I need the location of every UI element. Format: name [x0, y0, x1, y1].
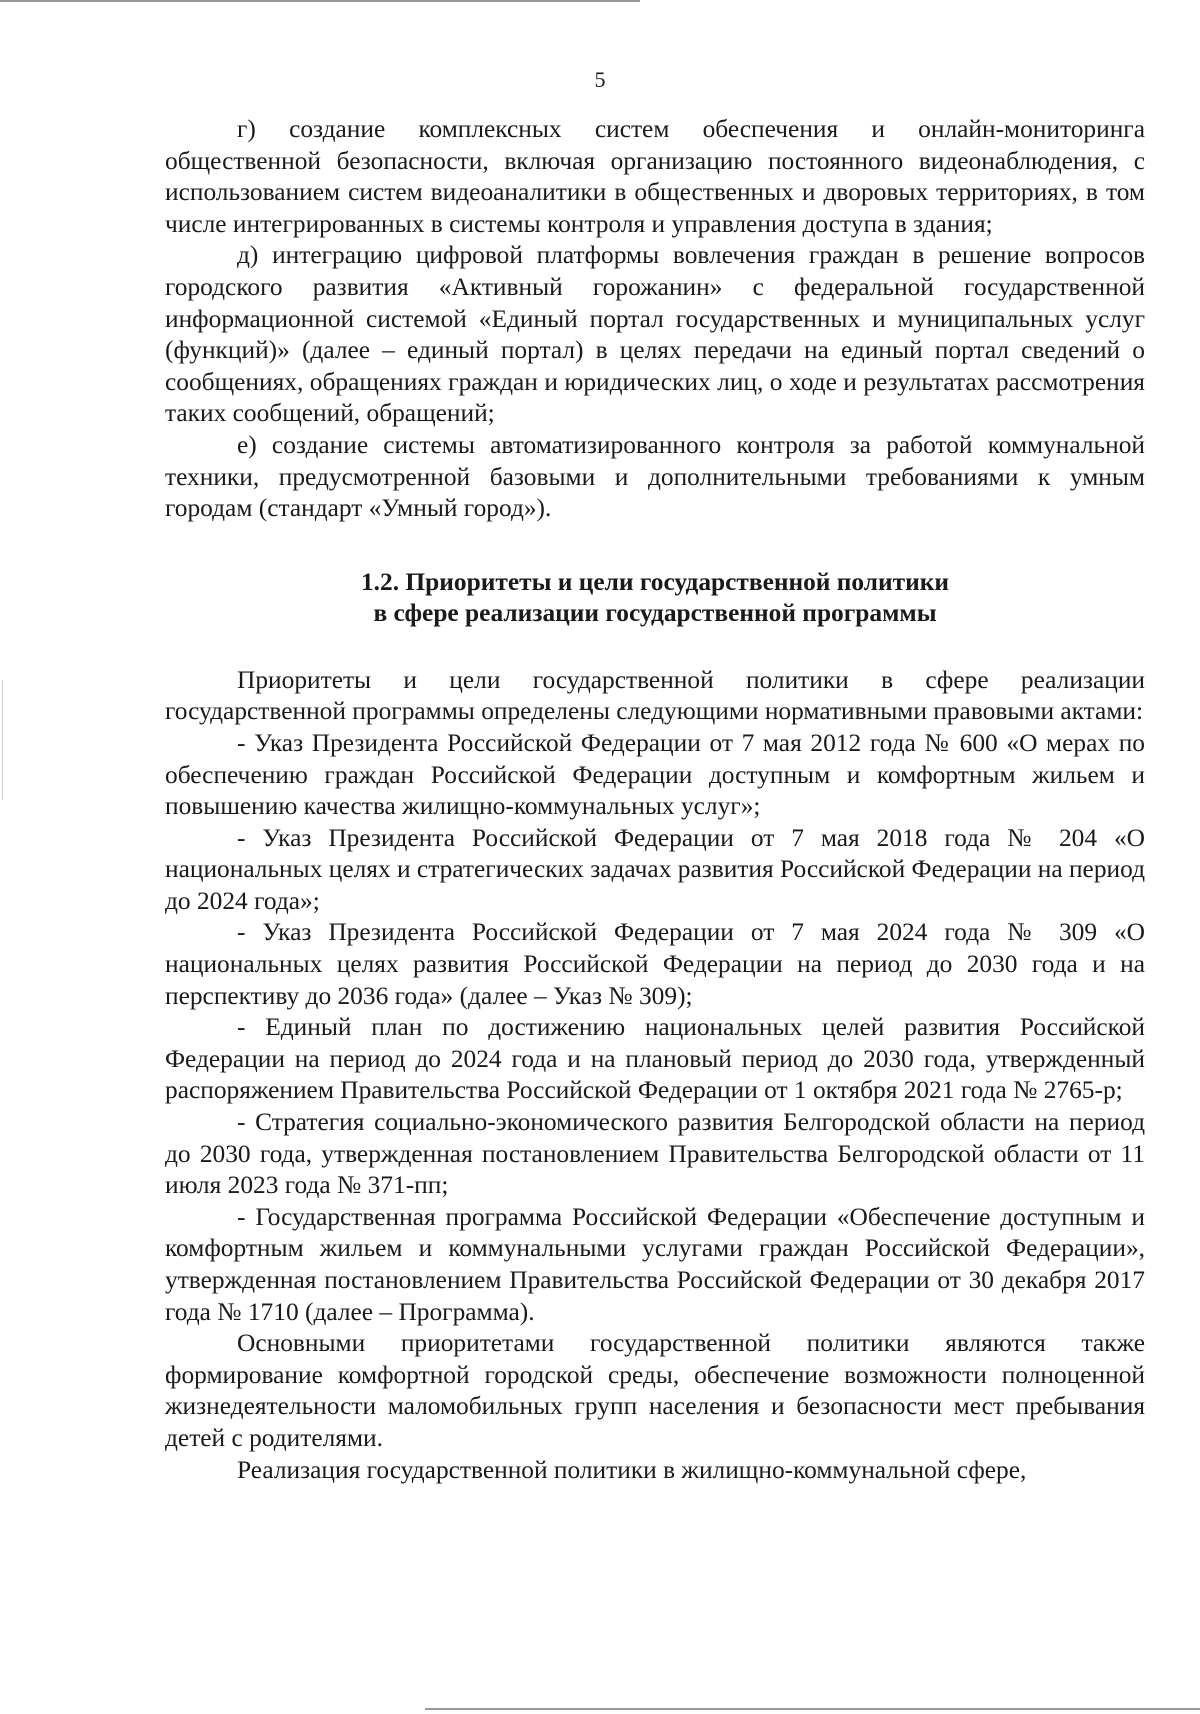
section-heading-line-2: в сфере реализации государственной программы	[373, 598, 937, 627]
page-number: 5	[594, 67, 606, 92]
list-item-unified-plan: - Единый план по достижению национальных целей развития Российской Федерации на период до 2024 года и на плановый период до 2030 года, утвержденный распоряжением Правительства Российской Федерации от 1 октября 2021 года № 2765-р;	[165, 1013, 1145, 1105]
list-item-strategy: - Стратегия социально-экономического развития Белгородской области на период до 2030 года, утвержденная постановлением Правительства Белгородской области от 11 июля 2023 года № 371-пп;	[165, 1108, 1145, 1200]
list-item-decree-600: - Указ Президента Российской Федерации от 7 мая 2012 года № 600 «О мерах по обеспечению граждан Российской Федерации доступным и комфортным жильем и повышению качества жилищно-коммунальных услуг»;	[165, 728, 1145, 821]
paragraph-item-e: е) создание системы автоматизированного контроля за работой коммунальной техники, предусмотренной базовыми и дополнительными требованиями к умным городам (стандарт «Умный город»).	[165, 430, 1145, 523]
paragraph-intro: Приоритеты и цели государственной политики в сфере реализации государственной программы определены следующими нормативными правовыми актами:	[165, 665, 1145, 726]
scan-artifact-left-edge	[2, 680, 3, 800]
list-item-decree-204: - Указ Президента Российской Федерации от 7 мая 2018 года № 204 «О национальных целях и стратегических задачах развития Российской Федерации на период до 2024 года»;	[165, 823, 1145, 915]
list-item-state-program: - Государственная программа Российской Федерации «Обеспечение доступным и комфортным жильем и коммунальными услугами граждан Российской Федерации», утвержденная постановлением Правительства Российской Федерации от 30 декабря 2017 года № 1710 (далее – Программа).	[165, 1202, 1145, 1326]
section-heading-line-1: 1.2. Приоритеты и цели государственной политики	[360, 567, 950, 596]
document-body	[165, 114, 1145, 1486]
paragraph-implementation: Реализация государственной политики в жилищно-коммунальной сфере,	[237, 1455, 1027, 1484]
list-item-decree-309: - Указ Президента Российской Федерации от 7 мая 2024 года № 309 «О национальных целях развития Российской Федерации на период до 2030 года и на перспективу до 2036 года» (далее – Указ № 309);	[165, 918, 1145, 1010]
paragraph-main-priorities: Основными приоритетами государственной политики являются также формирование комфортной городской среды, обеспечение возможности полноценной жизнедеятельности маломобильных групп населения и безопасности мест пребывания детей с родителями.	[165, 1329, 1145, 1452]
paragraph-item-d: д) интеграцию цифровой платформы вовлечения граждан в решение вопросов городского развития «Активный горожанин» с федеральной государственной информационной системой «Единый портал государственных и муниципальных услуг (функций)» (далее – единый портал) в целях передачи на единый портал сведений о сообщениях, обращениях граждан и юридических лиц, о ходе и результатах рассмотрения таких сообщений, обращений;	[165, 241, 1145, 428]
paragraph-item-g: г) создание комплексных систем обеспечения и онлайн-мониторинга общественной безопасности, включая организацию постоянного видеонаблюдения, с использованием систем видеоаналитики в общественных и дворовых территориях, в том числе интегрированных в системы контроля и управления доступа в здания;	[165, 115, 1145, 238]
scan-artifact-top-line	[0, 0, 640, 2]
scan-artifact-bottom-line	[425, 1708, 1200, 1710]
section-heading	[165, 567, 1145, 629]
